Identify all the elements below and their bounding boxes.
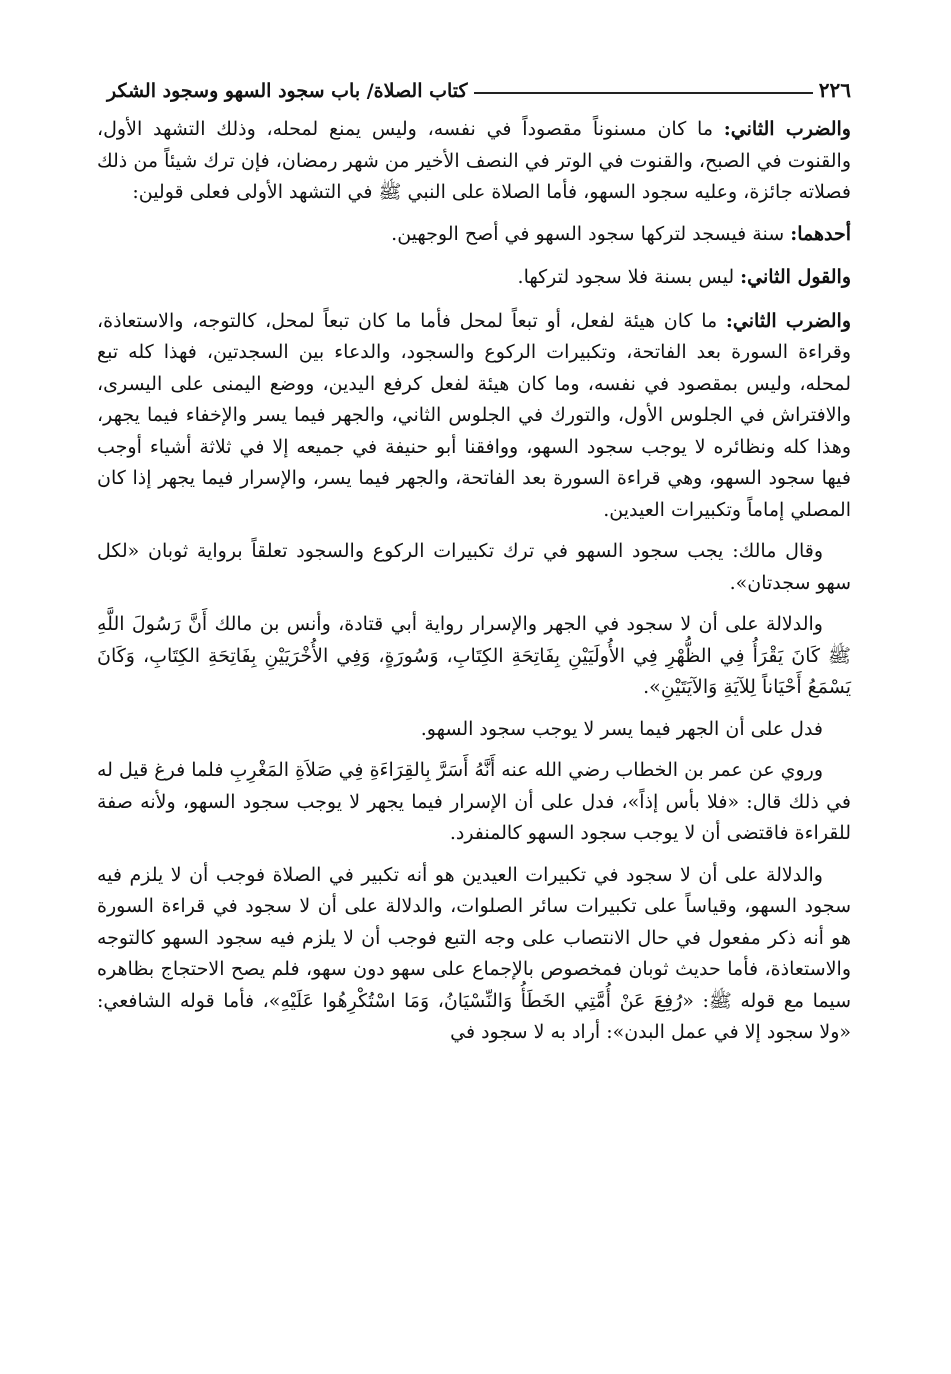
opinion-lead: والقول الثاني: (740, 266, 851, 288)
paragraph-eid-takbirs (97, 860, 851, 1049)
paragraph-text: ما كان مسنوناً مقصوداً في نفسه، وليس يمنع لمحله، وذلك التشهد الأول، والقنوت في الصبح، والقنوت في الوتر في النصف الأخير من شهر رمضان، فإن ترك شيئاً من ذلك فصلاته جائزة، وعليه سجود السهو، فأما الصلاة على النبي ﷺ في التشهد الأولى فعلى قولين: (97, 118, 851, 203)
paragraph-lead: والضرب الثاني: (723, 118, 851, 140)
paragraph-text: والدلالة على أن لا سجود في الجهر والإسرار رواية أبي قتادة، وأنس بن مالك أَنَّ (180, 613, 823, 635)
opinion-second (97, 262, 851, 294)
paragraph-text: ». (643, 676, 661, 698)
opinion-text: سنة فيسجد لتركها سجود السهو في أصح الوجهين. (391, 222, 791, 245)
paragraph-lead: والضرب الثاني: (725, 309, 851, 332)
page-header (97, 72, 851, 102)
paragraph-text: فدل على أن الجهر فيما يسر لا يوجب سجود السهو. (420, 717, 823, 740)
paragraph-second-type (97, 114, 851, 209)
paragraph-umar (97, 755, 851, 850)
hadith-text: رَسُولَ اللَّهِ ﷺ كَانَ يَقْرَأُ فِي الظُّهْرِ فِي الأُولَيَيْنِ بِفَاتِحَةِ الكِتَابِ، وَسُورَةٍ، وَفِي الأُخْرَيَيْنِ بِفَاتِحَةِ الكِتَابِ، وَكَانَ يَسْمَعُ أَحْيَاناً لِلآيَةِ وَالآيَتَيْنِ (97, 613, 851, 698)
opinion-first (97, 219, 851, 251)
paragraph-text: ما كان هيئة لفعل، أو تبعاً لمحل فأما ما كان تبعاً لمحل، كالتوجه، والاستعاذة، وقراءة السورة بعد الفاتحة، وتكبيرات الركوع والسجود، والدعاء بين السجدتين، فهذا كله تبع لمحله، وليس بمقصود في نفسه، وما كان هيئة لفعل كرفع اليدين، ووضع اليمنى على اليسرى، والافتراش في الجلوس الأول، والتورك في الجلوس الثاني، والجهر فيما يسر والإخفاء فيما يجهر، وهذا كله ونظائره لا يوجب سجود السهو، ووافقنا أبو حنيفة في جميعه إلا في ثلاثة أشياء أوجب فيها سجود السهو، وهي قراءة السورة بعد الفاتحة، والجهر فيما يسر، والإسرار فيما يجهر إذا كان المصلي إماماً وتكبيرات العيدين. (97, 309, 851, 521)
paragraph-text: والدلالة على أن لا سجود في تكبيرات العيدين هو أنه تكبير في الصلاة فوجب أن لا يلزم فيه سجود السهو، وقياساً على تكبيرات سائر الصلوات، والدلالة على أن لا سجود في قراءة السورة هو أنه ذكر مفعول في حال الانتصاب على وجه التبع فوجب أن لا يلزم فيه سجود السهو كالتوجه والاستعاذة، فأما حديث ثوبان فمخصوص بالإجماع على سهو دون سهو، فلم يصح الاحتجاج بظاهره سيما مع قوله ﷺ: « (97, 863, 851, 1012)
paragraph-text: »، فأما قوله الشافعي: «ولا سجود إلا في عمل البدن»: أراد به لا سجود في (97, 989, 851, 1043)
page-number: ٢٢٦ (818, 78, 851, 102)
paragraph-jahr-evidence (97, 609, 851, 704)
paragraph-text: فلما فرغ قيل له في ذلك قال: «فلا بأس إذاً»، فدل على أن الإسرار فيما يجهر لا يوجب سجود السهو، ولأنه صفة للقراءة فاقتضى أن لا يوجب سجود السهو كالمنفرد. (97, 759, 852, 844)
opinion-lead: أحدهما: (790, 222, 851, 245)
paragraph-malik (97, 536, 851, 599)
paragraph-second-type-b (97, 306, 851, 527)
paragraph-text: وروي عن عمر بن الخطاب رضي الله عنه (495, 759, 823, 781)
paragraph-conclusion (97, 714, 851, 746)
opinion-text: ليس بسنة فلا سجود لتركها. (517, 266, 741, 288)
header-rule (474, 92, 813, 94)
paragraph-text: وقال مالك: يجب سجود السهو في ترك تكبيرات الركوع والسجود تعلقاً برواية ثوبان «لكل سهو سجدتان». (97, 540, 851, 594)
hadith-text: أَنَّهُ أَسَرَّ بِالقِرَاءَةِ فِي صَلاَةِ المَغْرِبِ (229, 759, 496, 781)
chapter-title: كتاب الصلاة/ باب سجود السهو وسجود الشكر (107, 80, 468, 102)
hadith-text: رُفِعَ عَنْ أُمَّتِي الخَطَأُ وَالنِّسْيَانُ، وَمَا اسْتُكْرِهُوا عَلَيْهِ (280, 989, 683, 1012)
